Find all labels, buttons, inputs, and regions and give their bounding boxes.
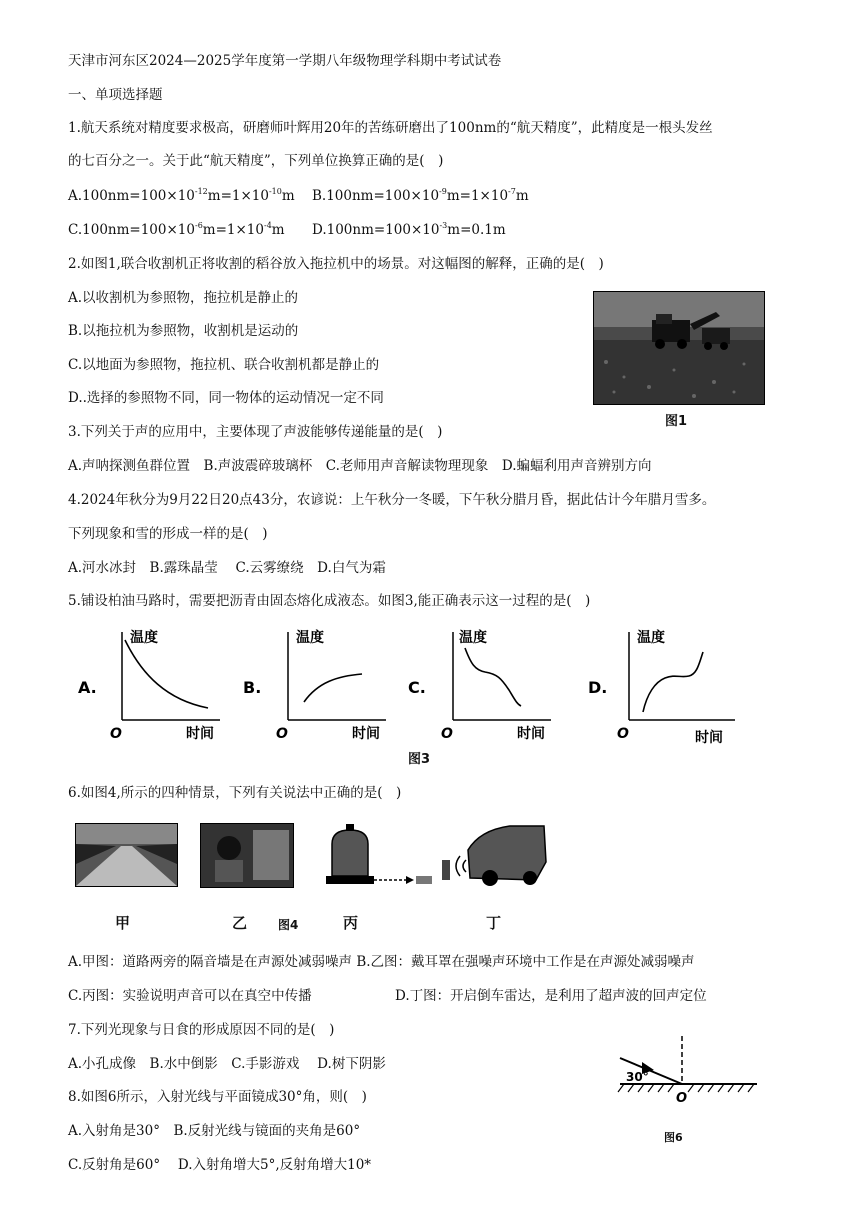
q2-option-b: B.以拖拉机为参照物，收割机是运动的 <box>68 323 299 339</box>
q1-stem-line1: 1.航天系统对精度要求极高，研磨师叶辉用20年的苦练研磨出了100nm的“航天精度”，此精度是一根头发丝 <box>68 120 713 136</box>
q8-stem: 8.如图6所示，入射光线与平面镜成30°角，则( ) <box>68 1089 367 1105</box>
graph-b-ylabel: 温度 <box>296 630 324 646</box>
graph-a-xlabel: 时间 <box>186 726 214 742</box>
q3-stem: 3.下列关于声的应用中，主要体现了声波能够传递能量的是( ) <box>68 424 443 440</box>
graph-b-xlabel: 时间 <box>352 726 380 742</box>
fig4-label-bing: 丙 <box>343 914 359 932</box>
reversing-radar-diagram <box>440 820 550 890</box>
q4-options: A.河水冰封 B.露珠晶莹 C.云雾缭绕 D.白气为霜 <box>68 560 386 576</box>
angle-label: 30° <box>626 1070 649 1084</box>
graph-d-xlabel: 时间 <box>695 730 723 745</box>
q6-option-d: D.丁图：开启倒车雷达，是利用了超声波的回声定位 <box>395 988 707 1004</box>
q6-option-c: C.丙图：实验说明声音可以在真空中传播 <box>68 988 312 1004</box>
q1-stem-line2: 的七百分之一。关于此“航天精度”，下列单位换算正确的是( ) <box>68 153 444 169</box>
graph-d <box>585 620 745 745</box>
graph-d-ylabel: 温度 <box>637 630 665 646</box>
q6-options-ab: A.甲图：道路两旁的隔音墙是在声源处减弱噪声 B.乙图：戴耳罩在强噪声环境中工作是在声源处减弱噪声 <box>68 954 695 970</box>
q7-options: A.小孔成像 B.水中倒影 C.手影游戏 D.树下阴影 <box>68 1056 386 1072</box>
graph-d-curve <box>643 652 703 712</box>
point-o-label: O <box>676 1091 688 1106</box>
graph-d-origin: O <box>617 726 629 742</box>
q3-options: A.声呐探测鱼群位置 B.声波震碎玻璃杯 C.老师用声音解读物理现象 D.蝙蝠利用声音辨别方向 <box>68 458 652 474</box>
earmuffs-photo <box>200 823 294 888</box>
exam-title: 天津市河东区2024—2025学年度第一学期八年级物理学科期中考试试卷 <box>68 53 502 69</box>
fig4-caption: 图4 <box>278 918 299 932</box>
q1-option-b: $B.100nm=100\times 10^{-9}m=1\times 10^{-7}m$ <box>312 187 529 204</box>
section-heading: 一、单项选择题 <box>68 87 163 103</box>
q6-stem: 6.如图4,所示的四种情景，下列有关说法中正确的是( ) <box>68 785 402 801</box>
sound-barrier-photo <box>75 823 178 887</box>
q1-option-d: $D.100nm=100\times 10^{-3}m=0.1m$ <box>312 221 506 238</box>
graph-a-ylabel: 温度 <box>130 630 158 646</box>
graph-a-letter: A. <box>78 678 97 697</box>
q4-stem-line1: 4.2024年秋分为9月22日20点43分，农谚说：上午秋分一冬暖，下午秋分腊月昏，据此估计今年腊月雪多。 <box>68 492 716 508</box>
q4-stem-line2: 下列现象和雪的形成一样的是( ) <box>68 526 268 542</box>
q2-option-c: C.以地面为参照物，拖拉机、联合收割机都是静止的 <box>68 357 380 373</box>
harvester-photo <box>593 291 765 405</box>
q2-option-a: A.以收割机为参照物，拖拉机是静止的 <box>68 290 299 306</box>
q2-option-d: D..选择的参照物不同，同一物体的运动情况一定不同 <box>68 390 384 406</box>
fig4-label-yi: 乙 <box>232 914 248 932</box>
graph-b-origin: O <box>276 726 288 742</box>
graph-a-curve <box>125 640 208 708</box>
q7-stem: 7.下列光现象与日食的形成原因不同的是( ) <box>68 1022 335 1038</box>
q1-option-c: $C.100nm=100\times 10^{-6}m=1\times 10^{-4}m$ <box>68 221 285 238</box>
graph-d-letter: D. <box>588 678 608 697</box>
graph-b-letter: B. <box>243 678 262 697</box>
graph-c-ylabel: 温度 <box>459 630 487 646</box>
fig4-label-ding: 丁 <box>486 914 502 932</box>
q8-options-cd: C.反射角是60° D.入射角增大5°,反射角增大10* <box>68 1157 372 1173</box>
fig6-caption: 图6 <box>664 1131 683 1144</box>
graph-c-curve <box>465 648 521 706</box>
q1-option-a: $A.100nm=100\times 10^{-12}m=1\times 10^{-10}m$ <box>68 187 295 204</box>
q2-stem: 2.如图1,联合收割机正将收割的稻谷放入拖拉机中的场景。对这幅图的解释，正确的是( ) <box>68 256 604 272</box>
fig3-caption: 图3 <box>408 752 431 767</box>
fig1-caption: 图1 <box>665 414 688 429</box>
graph-c-origin: O <box>441 726 453 742</box>
mirror-reflection-diagram <box>612 1036 762 1126</box>
graph-c-xlabel: 时间 <box>517 726 545 742</box>
q8-options-ab: A.入射角是30° B.反射光线与镜面的夹角是60° <box>68 1123 361 1139</box>
graph-a-origin: O <box>110 726 122 742</box>
graph-c-letter: C. <box>408 678 426 697</box>
q5-stem: 5.铺设柏油马路时，需要把沥青由固态熔化成液态。如图3,能正确表示这一过程的是( ) <box>68 593 591 609</box>
graph-b <box>240 620 390 745</box>
bell-jar-diagram <box>322 822 432 890</box>
graph-b-curve <box>304 674 362 702</box>
graph-c <box>405 620 555 745</box>
graph-a <box>72 620 222 745</box>
fig4-label-jia: 甲 <box>115 914 131 932</box>
